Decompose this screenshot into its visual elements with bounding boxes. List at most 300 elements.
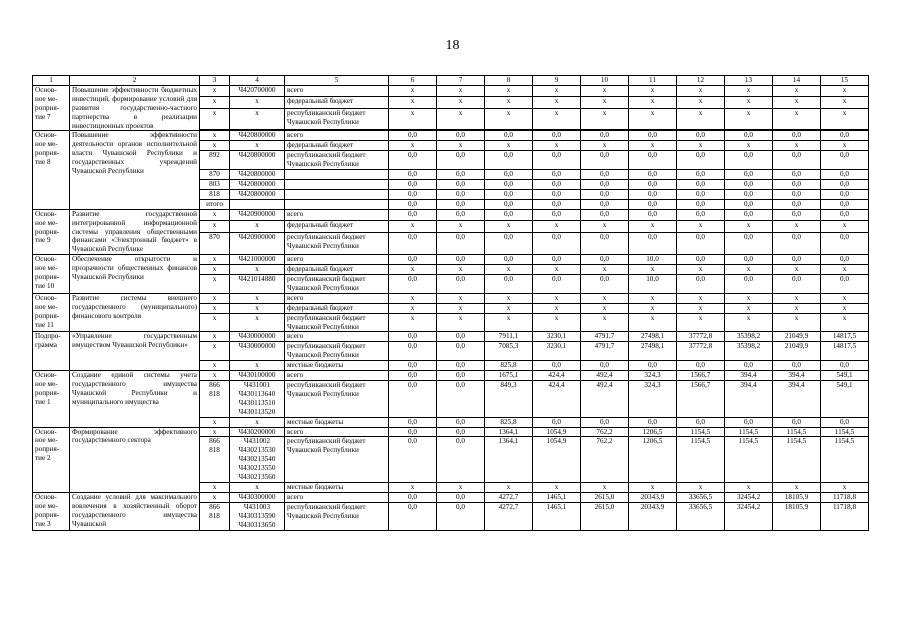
budget-classification-code: Ч420800000: [230, 179, 285, 189]
value-cell: 0,0: [725, 417, 773, 427]
value-cell: 0,0: [389, 131, 437, 141]
header-cell: 1: [33, 76, 70, 86]
admin-code: x: [200, 209, 230, 221]
value-cell: 0,0: [389, 427, 437, 437]
value-cell: 762,2: [581, 437, 629, 483]
value-cell: 3230,1: [533, 332, 581, 342]
measure-name: Основ- ное ме- ропрня- тие 3: [33, 492, 70, 530]
header-cell: 9: [533, 76, 581, 86]
value-cell: x: [629, 85, 677, 96]
value-cell: 0,0: [437, 179, 485, 189]
value-cell: 0,0: [581, 179, 629, 189]
value-cell: 394,4: [725, 371, 773, 381]
value-cell: x: [533, 97, 581, 108]
admin-code: 866 818: [200, 502, 230, 530]
value-cell: 0,0: [677, 199, 725, 209]
header-cell: 11: [629, 76, 677, 86]
value-cell: 0,0: [629, 170, 677, 180]
value-cell: x: [773, 313, 821, 332]
budget-table: [32, 75, 869, 531]
value-cell: 0,0: [437, 151, 485, 170]
value-cell: 4272,7: [485, 492, 533, 502]
value-cell: x: [581, 85, 629, 96]
measure-title: Повышение эффективности деятельности органов исполнительной власти Чувашской Республики и государственных учреждений Чувашской Республики: [70, 131, 200, 209]
value-cell: 0,0: [725, 170, 773, 180]
funding-source: местные бюджеты: [285, 482, 389, 492]
admin-code: x: [200, 313, 230, 332]
value-cell: x: [437, 221, 485, 233]
header-cell: 8: [485, 76, 533, 86]
header-cell: 4: [230, 76, 285, 86]
admin-code: x: [200, 492, 230, 502]
value-cell: x: [581, 482, 629, 492]
value-cell: 18105,9: [773, 492, 821, 502]
value-cell: 324,3: [629, 371, 677, 381]
funding-source: федеральный бюджет: [285, 303, 389, 313]
value-cell: 549,1: [821, 381, 869, 418]
value-cell: x: [533, 293, 581, 303]
table-row: [33, 131, 869, 141]
measure-title: Обеспечение открытости и прозрачности общественных финансов Чувашской Республики: [70, 255, 200, 294]
value-cell: x: [533, 108, 581, 130]
value-cell: x: [581, 221, 629, 233]
value-cell: 20343,9: [629, 492, 677, 502]
admin-code: x: [200, 417, 230, 427]
funding-source: федеральный бюджет: [285, 221, 389, 233]
value-cell: x: [533, 141, 581, 151]
budget-classification-code: Ч431002 Ч430213530 Ч430213540 Ч430213550 Ч430213560: [230, 437, 285, 483]
value-cell: 0,0: [437, 437, 485, 483]
value-cell: 1054,9: [533, 427, 581, 437]
value-cell: 1364,1: [485, 437, 533, 483]
value-cell: 0,0: [437, 199, 485, 209]
value-cell: 0,0: [533, 417, 581, 427]
value-cell: x: [725, 293, 773, 303]
value-cell: 0,0: [677, 361, 725, 371]
value-cell: 0,0: [629, 189, 677, 199]
value-cell: 10,0: [629, 275, 677, 294]
value-cell: 0,0: [821, 170, 869, 180]
value-cell: 0,0: [389, 233, 437, 255]
admin-code: x: [200, 265, 230, 275]
value-cell: 0,0: [773, 275, 821, 294]
admin-code: 818: [200, 189, 230, 199]
value-cell: x: [629, 221, 677, 233]
measure-title: Создание условий для максимального вовлечения в хозяйственный оборот государственного имущества Чувашской: [70, 492, 200, 530]
value-cell: 0,0: [389, 332, 437, 342]
header-cell: 10: [581, 76, 629, 86]
value-cell: 0,0: [485, 209, 533, 221]
measure-title: Развитие системы внешнего государственного (муниципального) финансового контроля: [70, 293, 200, 332]
value-cell: x: [485, 85, 533, 96]
value-cell: 0,0: [389, 437, 437, 483]
admin-code: x: [200, 293, 230, 303]
funding-source: республиканский бюджет Чувашской Республики: [285, 233, 389, 255]
value-cell: x: [581, 265, 629, 275]
budget-classification-code: Ч431001 Ч430113640 Ч430113510 Ч430113520: [230, 381, 285, 418]
value-cell: 0,0: [773, 209, 821, 221]
admin-code: 870: [200, 170, 230, 180]
value-cell: 7085,3: [485, 342, 533, 361]
value-cell: 0,0: [389, 255, 437, 265]
value-cell: 21049,9: [773, 332, 821, 342]
value-cell: 0,0: [677, 233, 725, 255]
admin-code: x: [200, 275, 230, 294]
value-cell: x: [389, 313, 437, 332]
value-cell: x: [533, 265, 581, 275]
value-cell: x: [581, 293, 629, 303]
budget-classification-code: Ч430000000: [230, 342, 285, 361]
value-cell: 37772,8: [677, 342, 725, 361]
measure-title: Повышение эффективности бюджетных инвестиций, формирование условий для развития государственно-частного партнерства в реализации инвестиционных проектов: [70, 85, 200, 131]
value-cell: 1154,5: [773, 437, 821, 483]
funding-source: [285, 179, 389, 189]
value-cell: x: [581, 141, 629, 151]
funding-source: республиканский бюджет Чувашской Республики: [285, 108, 389, 130]
header-cell: 7: [437, 76, 485, 86]
value-cell: x: [821, 108, 869, 130]
value-cell: 0,0: [437, 492, 485, 502]
measure-name: Основ- ное ме- ропрня- тие 10: [33, 255, 70, 294]
value-cell: 0,0: [389, 342, 437, 361]
value-cell: x: [485, 221, 533, 233]
value-cell: 0,0: [725, 275, 773, 294]
value-cell: 0,0: [437, 342, 485, 361]
value-cell: 0,0: [581, 417, 629, 427]
value-cell: x: [773, 303, 821, 313]
value-cell: x: [725, 85, 773, 96]
value-cell: x: [677, 482, 725, 492]
header-cell: 13: [725, 76, 773, 86]
admin-code: x: [200, 85, 230, 96]
value-cell: 0,0: [821, 209, 869, 221]
value-cell: x: [629, 482, 677, 492]
value-cell: 0,0: [437, 255, 485, 265]
admin-code: x: [200, 131, 230, 141]
value-cell: x: [533, 313, 581, 332]
table-row: [33, 332, 869, 342]
value-cell: 0,0: [629, 233, 677, 255]
funding-source: всего: [285, 332, 389, 342]
value-cell: 0,0: [821, 189, 869, 199]
value-cell: 1154,5: [677, 427, 725, 437]
value-cell: 0,0: [485, 151, 533, 170]
admin-code: итого: [200, 199, 230, 209]
measure-name: Основ- ное ме- ропрня- тие 9: [33, 209, 70, 255]
admin-code: x: [200, 141, 230, 151]
value-cell: x: [437, 141, 485, 151]
admin-code: x: [200, 371, 230, 381]
value-cell: 0,0: [773, 170, 821, 180]
admin-code: x: [200, 427, 230, 437]
value-cell: 0,0: [389, 199, 437, 209]
budget-classification-code: Ч430000000: [230, 332, 285, 342]
value-cell: x: [821, 265, 869, 275]
value-cell: x: [389, 85, 437, 96]
admin-code: x: [200, 342, 230, 361]
value-cell: x: [677, 108, 725, 130]
value-cell: 324,3: [629, 381, 677, 418]
value-cell: x: [629, 293, 677, 303]
funding-source: всего: [285, 492, 389, 502]
value-cell: x: [485, 482, 533, 492]
value-cell: 1566,7: [677, 381, 725, 418]
funding-source: федеральный бюджет: [285, 97, 389, 108]
budget-classification-code: x: [230, 361, 285, 371]
value-cell: x: [773, 221, 821, 233]
value-cell: 0,0: [677, 209, 725, 221]
value-cell: 1154,5: [725, 427, 773, 437]
value-cell: 0,0: [725, 361, 773, 371]
budget-classification-code: x: [230, 97, 285, 108]
value-cell: x: [821, 482, 869, 492]
value-cell: x: [677, 293, 725, 303]
value-cell: 0,0: [581, 131, 629, 141]
table-row: [33, 209, 869, 221]
value-cell: 37772,8: [677, 332, 725, 342]
value-cell: 1566,7: [677, 371, 725, 381]
value-cell: 1154,5: [677, 437, 725, 483]
budget-classification-code: Ч421000000: [230, 255, 285, 265]
measure-name: Основ- ное ме- ропрня- тие 2: [33, 427, 70, 492]
value-cell: x: [485, 313, 533, 332]
value-cell: 0,0: [677, 179, 725, 189]
value-cell: 0,0: [437, 332, 485, 342]
value-cell: 1465,1: [533, 492, 581, 502]
admin-code: x: [200, 255, 230, 265]
value-cell: 492,4: [581, 371, 629, 381]
value-cell: x: [677, 221, 725, 233]
budget-classification-code: Ч420800000: [230, 170, 285, 180]
header-cell: 12: [677, 76, 725, 86]
budget-classification-code: x: [230, 417, 285, 427]
budget-classification-code: x: [230, 265, 285, 275]
value-cell: 849,3: [485, 381, 533, 418]
value-cell: 0,0: [629, 131, 677, 141]
value-cell: 1054,9: [533, 437, 581, 483]
value-cell: 27498,1: [629, 332, 677, 342]
value-cell: x: [773, 85, 821, 96]
value-cell: x: [773, 482, 821, 492]
value-cell: 1206,5: [629, 437, 677, 483]
value-cell: 18105,9: [773, 502, 821, 530]
value-cell: 0,0: [677, 151, 725, 170]
value-cell: 0,0: [389, 502, 437, 530]
value-cell: 0,0: [437, 189, 485, 199]
budget-classification-code: Ч430300000: [230, 492, 285, 502]
value-cell: x: [821, 97, 869, 108]
value-cell: 0,0: [677, 189, 725, 199]
budget-classification-code: x: [230, 303, 285, 313]
measure-title: Создание единой системы учета государственного имущества Чувашской Республики и муниципального имущества: [70, 371, 200, 427]
value-cell: 0,0: [821, 199, 869, 209]
header-row: [33, 76, 869, 86]
value-cell: 0,0: [389, 417, 437, 427]
value-cell: 0,0: [773, 361, 821, 371]
value-cell: x: [533, 482, 581, 492]
funding-source: всего: [285, 209, 389, 221]
value-cell: 549,1: [821, 371, 869, 381]
value-cell: 0,0: [581, 255, 629, 265]
value-cell: 35398,2: [725, 342, 773, 361]
value-cell: 14817,5: [821, 332, 869, 342]
funding-source: всего: [285, 131, 389, 141]
value-cell: 1206,5: [629, 427, 677, 437]
measure-title: Формирование эффективного государственного сектора: [70, 427, 200, 492]
measure-name: Основ- ное ме- ропрня- тие 1: [33, 371, 70, 427]
admin-code: x: [200, 108, 230, 130]
value-cell: x: [485, 303, 533, 313]
value-cell: x: [437, 293, 485, 303]
value-cell: x: [725, 141, 773, 151]
value-cell: 0,0: [581, 233, 629, 255]
measure-name: Основ- ное ме- ропрня- тие 7: [33, 85, 70, 131]
value-cell: x: [821, 221, 869, 233]
value-cell: 0,0: [389, 170, 437, 180]
budget-classification-code: Ч431003 Ч430313590 Ч430313650: [230, 502, 285, 530]
value-cell: 0,0: [581, 361, 629, 371]
value-cell: 0,0: [533, 255, 581, 265]
value-cell: x: [725, 97, 773, 108]
value-cell: x: [821, 85, 869, 96]
value-cell: 762,2: [581, 427, 629, 437]
value-cell: x: [725, 108, 773, 130]
admin-code: 892: [200, 151, 230, 170]
value-cell: 0,0: [821, 179, 869, 189]
value-cell: x: [533, 85, 581, 96]
value-cell: 0,0: [485, 179, 533, 189]
admin-code: x: [200, 97, 230, 108]
funding-source: [285, 189, 389, 199]
value-cell: x: [581, 97, 629, 108]
value-cell: 492,4: [581, 381, 629, 418]
value-cell: x: [581, 108, 629, 130]
budget-classification-code: Ч420900000: [230, 209, 285, 221]
value-cell: 0,0: [437, 209, 485, 221]
table-row: [33, 255, 869, 265]
value-cell: x: [821, 141, 869, 151]
value-cell: 0,0: [821, 131, 869, 141]
value-cell: 1675,1: [485, 371, 533, 381]
value-cell: x: [437, 482, 485, 492]
value-cell: 0,0: [725, 199, 773, 209]
value-cell: 424,4: [533, 381, 581, 418]
value-cell: 394,4: [725, 381, 773, 418]
value-cell: 0,0: [581, 151, 629, 170]
value-cell: x: [629, 313, 677, 332]
value-cell: x: [437, 85, 485, 96]
value-cell: 0,0: [437, 427, 485, 437]
value-cell: x: [773, 293, 821, 303]
value-cell: 0,0: [821, 417, 869, 427]
value-cell: 10,0: [629, 255, 677, 265]
value-cell: 0,0: [677, 131, 725, 141]
budget-classification-code: x: [230, 108, 285, 130]
value-cell: 0,0: [725, 151, 773, 170]
value-cell: 0,0: [773, 233, 821, 255]
value-cell: x: [725, 313, 773, 332]
table-row: [33, 293, 869, 303]
value-cell: 0,0: [389, 275, 437, 294]
value-cell: 0,0: [677, 275, 725, 294]
value-cell: 0,0: [581, 209, 629, 221]
value-cell: x: [581, 313, 629, 332]
value-cell: 3230,1: [533, 342, 581, 361]
value-cell: 0,0: [821, 151, 869, 170]
value-cell: 0,0: [437, 371, 485, 381]
funding-source: республиканский бюджет Чувашской Республики: [285, 502, 389, 530]
table-body: [33, 76, 869, 531]
value-cell: 0,0: [629, 361, 677, 371]
value-cell: 0,0: [677, 170, 725, 180]
value-cell: 0,0: [533, 170, 581, 180]
value-cell: 0,0: [533, 179, 581, 189]
admin-code: x: [200, 361, 230, 371]
value-cell: 1154,5: [821, 437, 869, 483]
value-cell: 0,0: [773, 179, 821, 189]
value-cell: x: [677, 97, 725, 108]
value-cell: x: [677, 303, 725, 313]
header-cell: 2: [70, 76, 200, 86]
value-cell: x: [389, 108, 437, 130]
budget-classification-code: x: [230, 482, 285, 492]
value-cell: 21049,9: [773, 342, 821, 361]
value-cell: 0,0: [725, 255, 773, 265]
value-cell: 0,0: [437, 502, 485, 530]
measure-title: Развитие государственной интегрированной информационной системы управления общественными финансами «Электронный бюджет» в Чувашской Республике: [70, 209, 200, 255]
value-cell: 0,0: [485, 255, 533, 265]
value-cell: x: [389, 303, 437, 313]
value-cell: 0,0: [821, 275, 869, 294]
value-cell: 0,0: [581, 189, 629, 199]
value-cell: x: [677, 85, 725, 96]
value-cell: 0,0: [821, 361, 869, 371]
value-cell: 0,0: [533, 275, 581, 294]
value-cell: 0,0: [533, 199, 581, 209]
value-cell: 1154,5: [773, 427, 821, 437]
value-cell: 0,0: [725, 189, 773, 199]
value-cell: x: [773, 141, 821, 151]
value-cell: x: [677, 141, 725, 151]
value-cell: 0,0: [437, 131, 485, 141]
value-cell: 0,0: [629, 199, 677, 209]
value-cell: 0,0: [629, 151, 677, 170]
value-cell: 35398,2: [725, 332, 773, 342]
value-cell: 0,0: [629, 179, 677, 189]
value-cell: 0,0: [773, 417, 821, 427]
funding-source: всего: [285, 427, 389, 437]
value-cell: x: [437, 108, 485, 130]
value-cell: 0,0: [389, 361, 437, 371]
value-cell: 11718,8: [821, 492, 869, 502]
header-cell: 3: [200, 76, 230, 86]
value-cell: 0,0: [533, 189, 581, 199]
value-cell: 0,0: [437, 170, 485, 180]
value-cell: x: [773, 108, 821, 130]
funding-source: республиканский бюджет Чувашской Республики: [285, 151, 389, 170]
value-cell: x: [485, 108, 533, 130]
funding-source: местные бюджеты: [285, 361, 389, 371]
header-cell: 15: [821, 76, 869, 86]
budget-classification-code: x: [230, 221, 285, 233]
value-cell: 0,0: [533, 131, 581, 141]
header-cell: 14: [773, 76, 821, 86]
value-cell: 0,0: [821, 255, 869, 265]
value-cell: 0,0: [437, 381, 485, 418]
budget-classification-code: [230, 199, 285, 209]
value-cell: x: [485, 293, 533, 303]
value-cell: 0,0: [773, 151, 821, 170]
